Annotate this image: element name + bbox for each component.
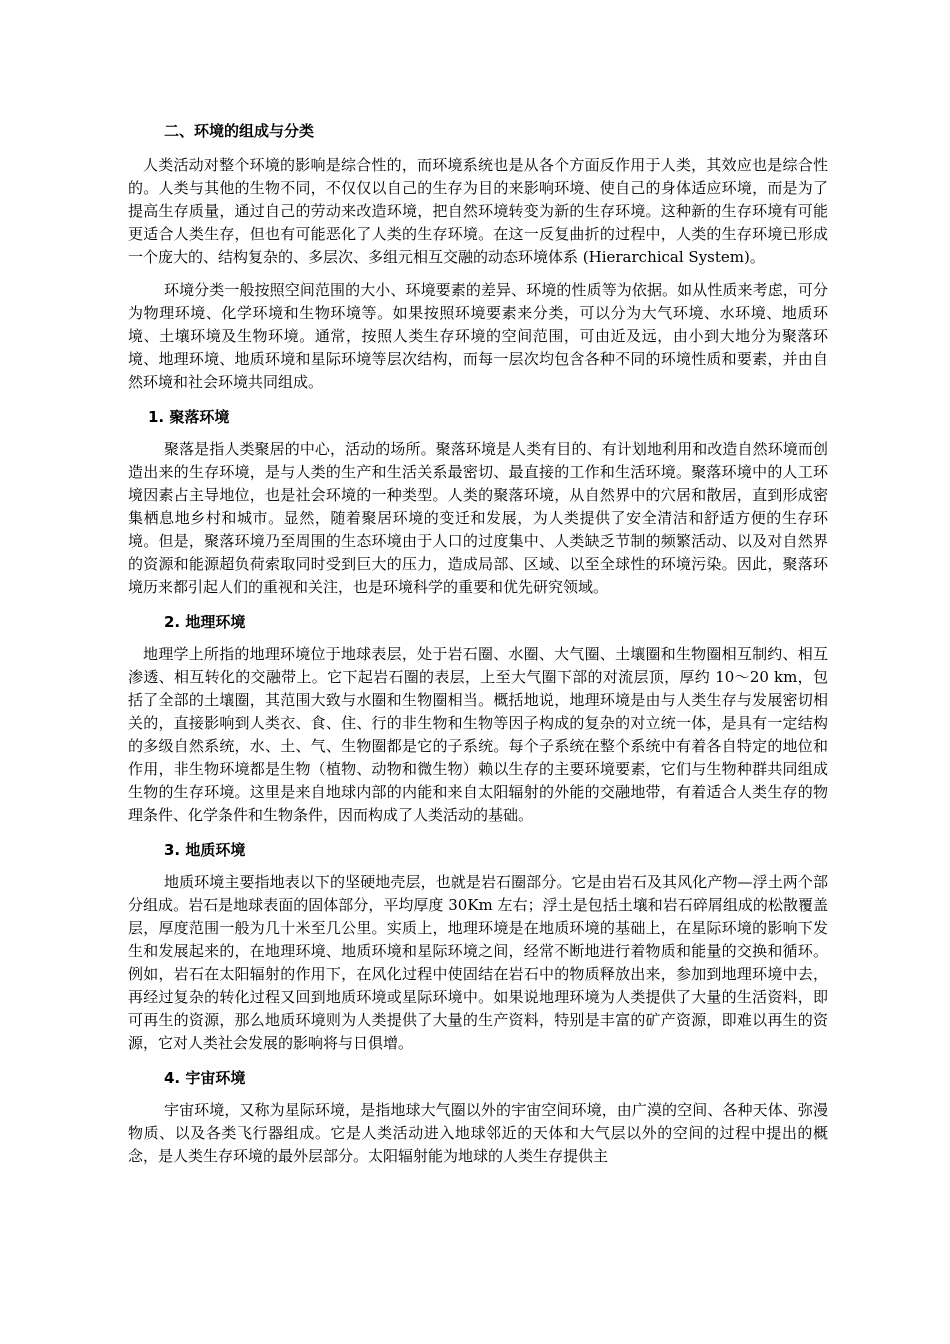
section-title: 二、环境的组成与分类 <box>164 122 315 140</box>
subsection-heading-settlement: 1. 聚落环境 <box>148 408 230 426</box>
geographic-paragraph: 地理学上所指的地理环境位于地球表层，处于岩石圈、水圈、大气圈、土壤圈和生物圈相互制约、相互渗透、相互转化的交融带上。它下起岩石圈的表层，上至大气圈下部的对流层顶，厚约 10～20 km，包括了全部的土壤圈，其范围大致与水圈和生物圈相当。概括地说，地理环境是由与人类生存与发展密切相关的，直接影响到人类衣、食、住、行的非生物和生物等因子构成的复杂的对立统一体，是具有一定结构的多级自然系统，水、土、气、生物圈都是它的子系统。每个子系统在整个系统中有着各自特定的地位和作用，非生物环境都是生物（植物、动物和微生物）赖以生存的主要环境要素，它们与生物种群共同组成生物的生存环境。这里是来自地球内部的内能和来自太阳辐射的外能的交融地带，有着适合人类生存的物理条件、化学条件和生物条件，因而构成了人类活动的基础。 <box>128 645 828 824</box>
intro-paragraph: 人类活动对整个环境的影响是综合性的，而环境系统也是从各个方面反作用于人类，其效应也是综合性的。人类与其他的生物不同，不仅仅以自己的生存为目的来影响环境、使自己的身体适应环境，而是为了提高生存质量，通过自己的劳动来改造环境，把自然环境转变为新的生存环境。这种新的生存环境有可能更适合人类生存，但也有可能恶化了人类的生存环境。在这一反复曲折的过程中，人类的生存环境已形成一个庞大的、结构复杂的、多层次、多组元相互交融的动态环境体系 (Hierarchical System)。 <box>128 156 828 266</box>
settlement-paragraph: 聚落是指人类聚居的中心，活动的场所。聚落环境是人类有目的、有计划地利用和改造自然环境而创造出来的生存环境，是与人类的生产和生活关系最密切、最直接的工作和生活环境。聚落环境中的人工环境因素占主导地位，也是社会环境的一种类型。人类的聚落环境，从自然界中的穴居和散居，直到形成密集栖息地乡村和城市。显然，随着聚居环境的变迁和发展，为人类提供了安全清洁和舒适方便的生存环境。但是，聚落环境乃至周围的生态环境由于人口的过度集中、人类缺乏节制的频繁活动、以及对自然界的资源和能源超负荷索取同时受到巨大的压力，造成局部、区域、以至全球性的环境污染。因此，聚落环境历来都引起人们的重视和关注，也是环境科学的重要和优先研究领域。 <box>128 440 828 596</box>
subsection-heading-geological: 3. 地质环境 <box>164 841 246 859</box>
document-page <box>128 120 828 1168</box>
subsection-heading-cosmic: 4. 宇宙环境 <box>164 1069 246 1087</box>
geological-paragraph: 地质环境主要指地表以下的坚硬地壳层，也就是岩石圈部分。它是由岩石及其风化产物—浮土两个部分组成。岩石是地球表面的固体部分，平均厚度 30Km 左右；浮土是包括土壤和岩石碎屑组成的松散覆盖层，厚度范围一般为几十米至几公里。实质上，地理环境是在地质环境的基础上，在星际环境的影响下发生和发展起来的，在地理环境、地质环境和星际环境之间，经常不断地进行着物质和能量的交换和循环。例如，岩石在太阳辐射的作用下，在风化过程中使固结在岩石中的物质释放出来，参加到地理环境中去，再经过复杂的转化过程又回到地质环境或星际环境中。如果说地理环境为人类提供了大量的生活资料，即可再生的资源，那么地质环境则为人类提供了大量的生产资料，特别是丰富的矿产资源，即难以再生的资源，它对人类社会发展的影响将与日俱增。 <box>128 873 828 1052</box>
classification-paragraph: 环境分类一般按照空间范围的大小、环境要素的差异、环境的性质等为依据。如从性质来考虑，可分为物理环境、化学环境和生物环境等。如果按照环境要素来分类，可以分为大气环境、水环境、地质环境、土壤环境及生物环境。通常，按照人类生存环境的空间范围，可由近及远，由小到大地分为聚落环境、地理环境、地质环境和星际环境等层次结构，而每一层次均包含各种不同的环境性质和要素，并由自然环境和社会环境共同组成。 <box>128 281 828 391</box>
cosmic-paragraph: 宇宙环境，又称为星际环境，是指地球大气圈以外的宇宙空间环境，由广漠的空间、各种天体、弥漫物质、以及各类飞行器组成。它是人类活动进入地球邻近的天体和大气层以外的空间的过程中提出的概念，是人类生存环境的最外层部分。太阳辐射能为地球的人类生存提供主 <box>128 1101 828 1165</box>
subsection-heading-geographic: 2. 地理环境 <box>164 613 246 631</box>
